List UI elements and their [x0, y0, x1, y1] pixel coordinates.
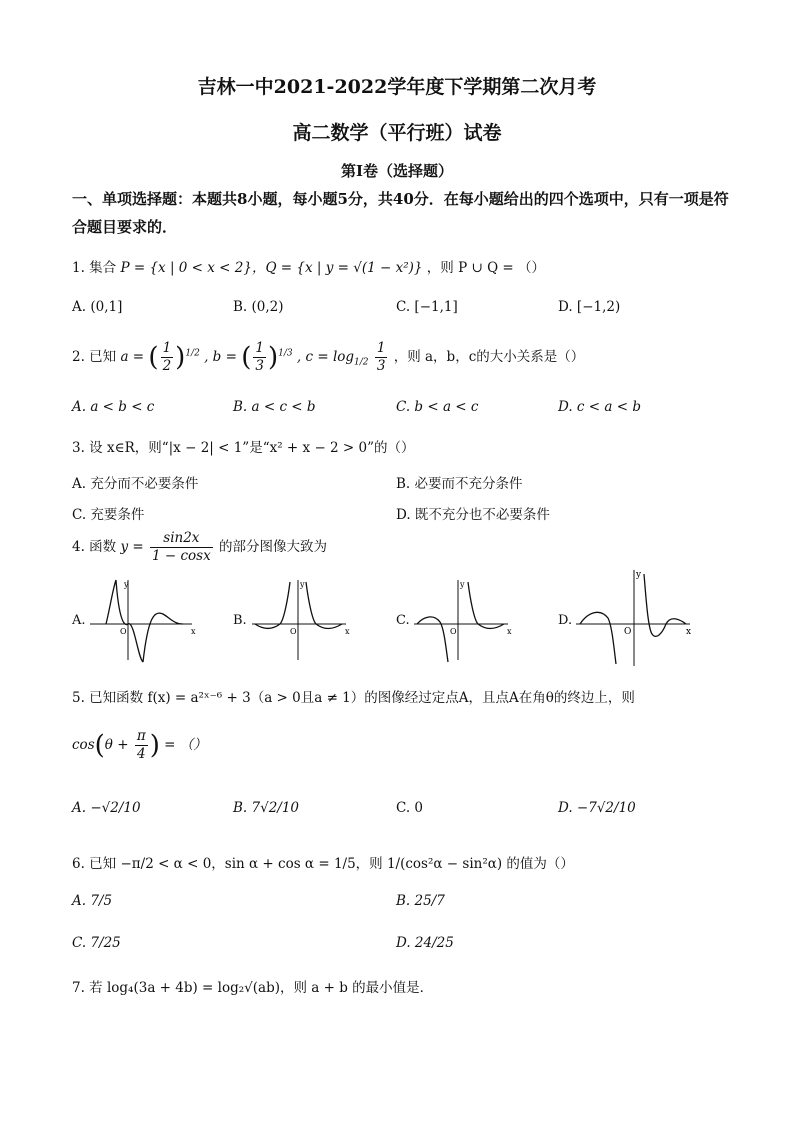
q3-option-c: C. 充要条件	[72, 507, 145, 523]
graph-c-y-label: y	[460, 580, 465, 589]
section-instructions: 一、单项选择题：本题共8小题，每小题5分，共40分．在每小题给出的四个选项中，只有一项是符合题目要求的．	[72, 190, 729, 236]
q4-graph-d	[574, 568, 694, 668]
graph-a-curve	[106, 580, 183, 662]
q5-option-d: D. −7√2/10	[558, 800, 636, 816]
q3-option-a: A. 充分而不必要条件	[72, 476, 199, 492]
q4-function: y = $\frac{\sin 2x}{1 - \cos x}$	[120, 530, 211, 564]
q5-option-b: B. 7√2/10	[233, 800, 300, 816]
exam-title: 吉林一中2021-2022学年度下学期第二次月考	[197, 76, 597, 98]
q5-option-a: A. −√2/10	[72, 800, 141, 816]
graph-d-y-label: y	[636, 570, 642, 580]
q6-option-c: C. 7/25	[72, 935, 121, 951]
q1-sets: P = {x | 0 < x < 2}，Q = {x | y = √(1 − x²)}	[120, 260, 423, 276]
q2-formula: a = ( $\frac{1}{2}$ )$^{1/2}$ , b = ( $\frac{1}{3}$ )$^{1/3}$ , $c = \log_{1/2}$ $\frac{1}{3}$	[120, 340, 386, 374]
question-4	[72, 530, 327, 565]
q1-option-c: C. [−1,1]	[396, 299, 458, 315]
q2-ask: ，则 a，b，c的大小关系是（）	[393, 349, 585, 365]
graph-a-x-label: x	[191, 627, 196, 636]
q4-label-c: C.	[396, 613, 410, 628]
q1-number: 1. 集合	[72, 260, 117, 276]
q4-numerator: sin2x	[150, 530, 213, 548]
q4-graph-c	[412, 578, 512, 663]
q4-graph-b	[250, 578, 350, 663]
q5-option-c: C. 0	[396, 800, 424, 816]
q5-tail: = （）	[164, 737, 207, 753]
q1-option-b: B. (0,2)	[233, 299, 284, 315]
graph-b-x-label: x	[345, 627, 350, 636]
graph-a-y-label: y	[124, 580, 129, 589]
q4-label-b: B.	[233, 613, 247, 628]
q4-ask: 的部分图像大致为	[219, 539, 328, 555]
q4-number: 4. 函数	[72, 539, 117, 555]
q1-option-a: A. (0,1]	[72, 299, 123, 315]
question-2	[72, 340, 584, 375]
q4-label-a: A.	[72, 613, 86, 628]
q2-option-d: D. c < a < b	[558, 399, 641, 415]
q2-option-c: C. b < a < c	[396, 399, 479, 415]
graph-d-origin: O	[624, 627, 632, 637]
graph-c-curve	[417, 582, 504, 662]
q4-label-d: D.	[558, 613, 573, 628]
q5-expression: cos(θ + $\frac{\pi}{4}$ ) = （）	[72, 728, 207, 762]
exam-subtitle: 高二数学（平行班）试卷	[292, 122, 502, 144]
question-3: 3. 设 x∈R，则“|x − 2| < 1”是“x² + x − 2 > 0”的（）	[72, 440, 415, 456]
q4-denominator: 1 − cosx	[152, 548, 211, 564]
graph-a-origin: O	[120, 627, 127, 636]
q1-ask: ，则 P ∪ Q = （）	[426, 260, 546, 276]
q6-option-a: A. 7/5	[72, 893, 113, 909]
graph-d-curve	[580, 574, 686, 664]
graph-d-x-label: x	[686, 627, 692, 637]
question-6: 6. 已知 −π/2 < α < 0，sin α + cos α = 1/5，则 1/(cos²α − sin²α) 的值为（）	[72, 856, 574, 872]
q2-option-b: B. a < c < b	[233, 399, 316, 415]
q6-option-d: D. 24/25	[396, 935, 454, 951]
q4-graph-a	[88, 578, 198, 663]
graph-b-y-label: y	[300, 580, 305, 589]
q1-option-d: D. [−1,2)	[558, 299, 621, 315]
question-5: 5. 已知函数 f(x) = a²ˣ⁻⁶ + 3（a > 0且a ≠ 1）的图像经过定点A，且点A在角θ的终边上，则	[72, 690, 635, 706]
graph-c-x-label: x	[507, 627, 512, 636]
q2-option-a: A. a < b < c	[72, 399, 155, 415]
graph-b-origin: O	[290, 627, 297, 636]
part-heading: 第Ⅰ卷（选择题）	[340, 162, 454, 180]
graph-c-origin: O	[450, 627, 457, 636]
question-7: 7. 若 log₄(3a + 4b) = log₂√(ab)，则 a + b 的最小值是．	[72, 980, 434, 996]
question-1	[72, 256, 545, 276]
q6-option-b: B. 25/7	[396, 893, 445, 909]
q3-option-d: D. 既不充分也不必要条件	[396, 507, 550, 523]
q3-option-b: B. 必要而不充分条件	[396, 476, 523, 492]
q2-number: 2. 已知	[72, 349, 117, 365]
